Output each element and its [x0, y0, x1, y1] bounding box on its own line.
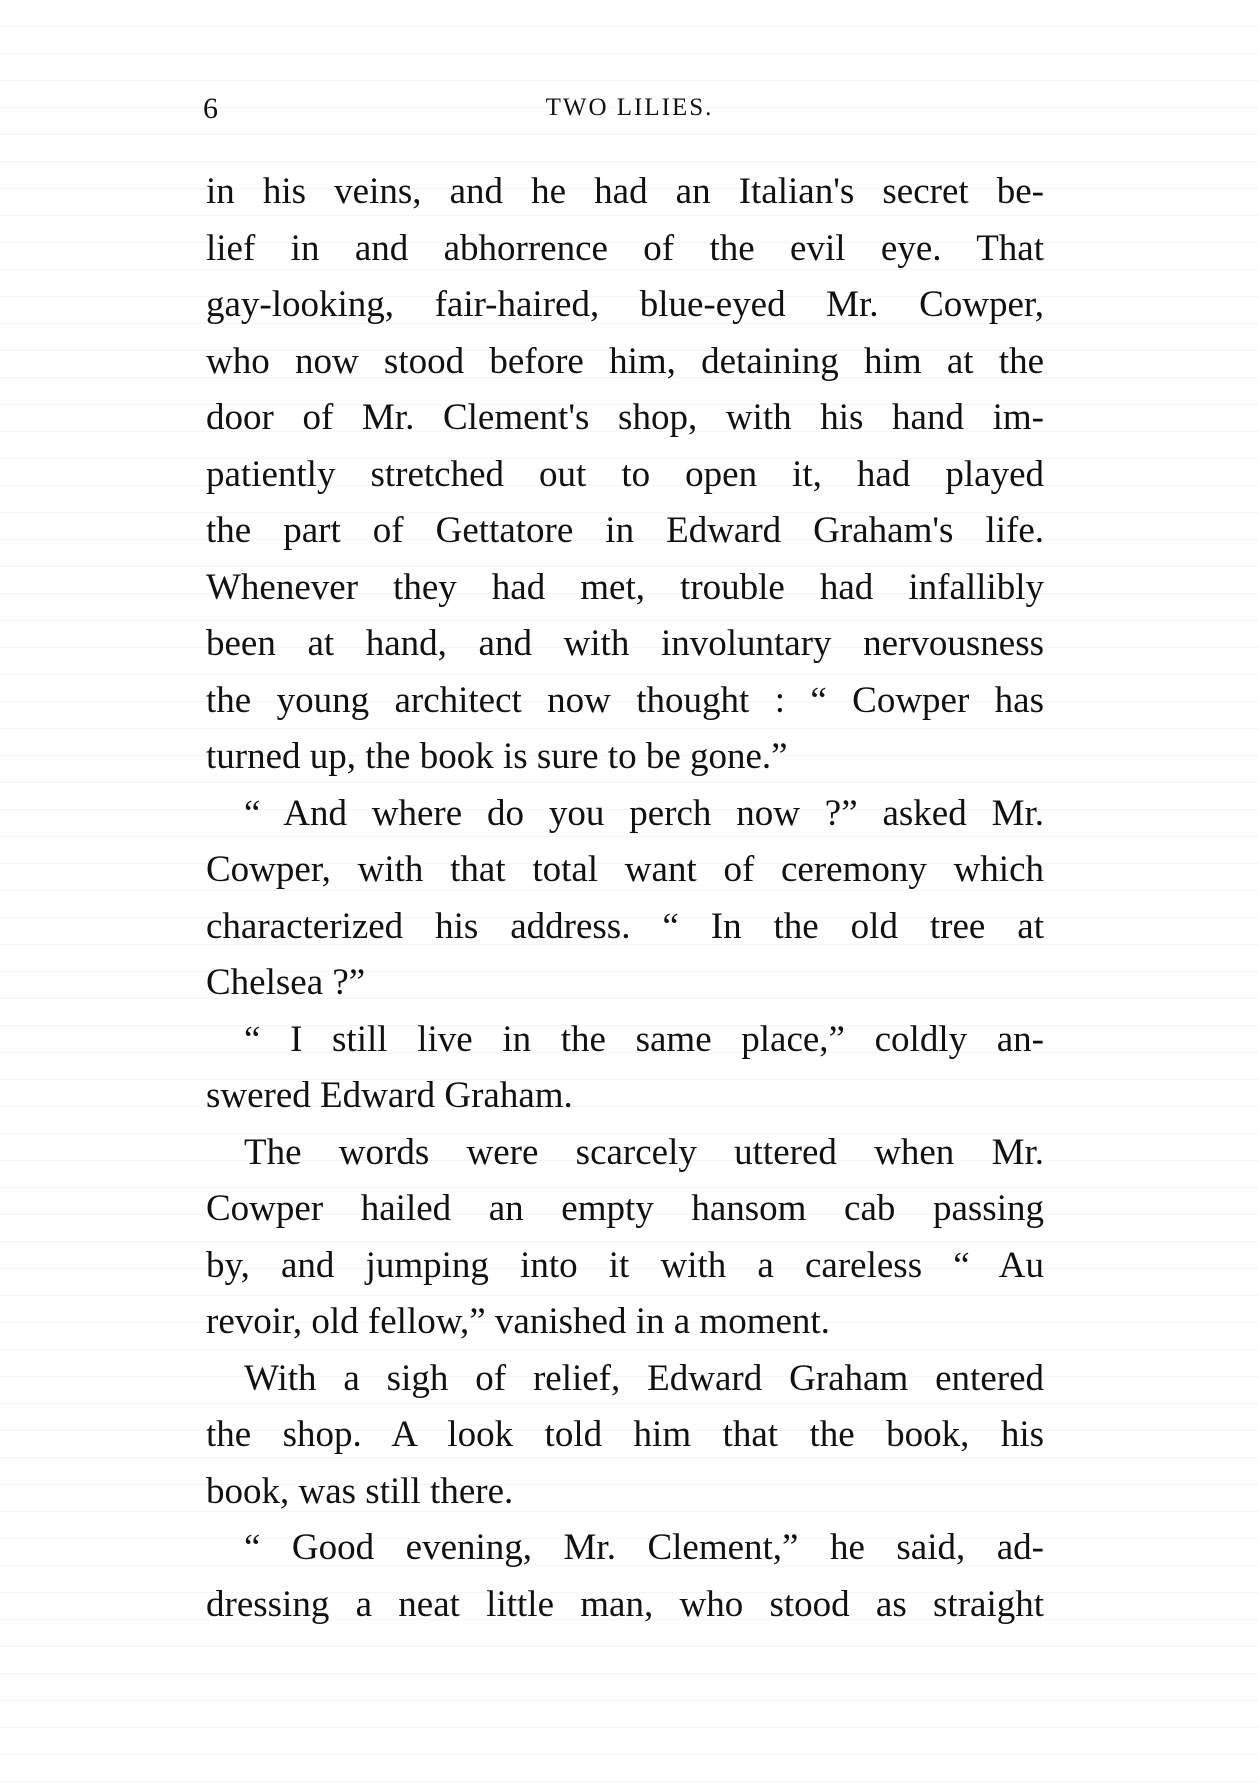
text-line: “ And where do you perch now ?” asked Mr. — [244, 792, 1044, 834]
text-line: dressing a neat little man, who stood as straight — [206, 1583, 1044, 1625]
text-line: “ Good evening, Mr. Clement,” he said, ad- — [244, 1527, 1044, 1568]
text-line: characterized his address. “ In the old tree at — [206, 905, 1044, 947]
text-line: the part of Gettatore in Edward Graham's life. — [206, 510, 1044, 551]
text-line: by, and jumping into it with a careless “ Au — [206, 1244, 1044, 1286]
text-line: the shop. A look told him that the book, his — [206, 1414, 1044, 1455]
body-text — [206, 164, 1044, 1633]
text-line: door of Mr. Clement's shop, with his hand im- — [206, 397, 1044, 438]
text-line: who now stood before him, detaining him at the — [206, 340, 1044, 382]
text-line: Chelsea ?” — [206, 962, 366, 1003]
text-line: swered Edward Graham. — [206, 1075, 573, 1116]
text-line: gay-looking, fair-haired, blue-eyed Mr. Cowper, — [206, 284, 1044, 325]
text-line: Whenever they had met, trouble had infallibly — [206, 566, 1044, 608]
text-line: the young architect now thought : “ Cowper has — [206, 679, 1044, 721]
text-line: turned up, the book is sure to be gone.” — [206, 736, 788, 777]
text-line: been at hand, and with involuntary nervousness — [206, 623, 1044, 664]
running-head-title: TWO LILIES. — [545, 94, 714, 121]
text-line: revoir, old fellow,” vanished in a moment. — [206, 1301, 830, 1342]
text-line: “ I still live in the same place,” coldly an- — [244, 1018, 1044, 1060]
text-line: book, was still there. — [206, 1470, 514, 1512]
text-line: With a sigh of relief, Edward Graham entered — [244, 1357, 1044, 1399]
page-number: 6 — [203, 92, 218, 125]
text-line: The words were scarcely uttered when Mr. — [244, 1131, 1044, 1173]
text-line: in his veins, and he had an Italian's secret be- — [206, 171, 1044, 212]
text-line: Cowper hailed an empty hansom cab passing — [206, 1188, 1044, 1229]
text-line: Cowper, with that total want of ceremony which — [206, 849, 1044, 890]
text-line: lief in and abhorrence of the evil eye. That — [206, 227, 1044, 269]
text-line: patiently stretched out to open it, had played — [206, 453, 1044, 495]
